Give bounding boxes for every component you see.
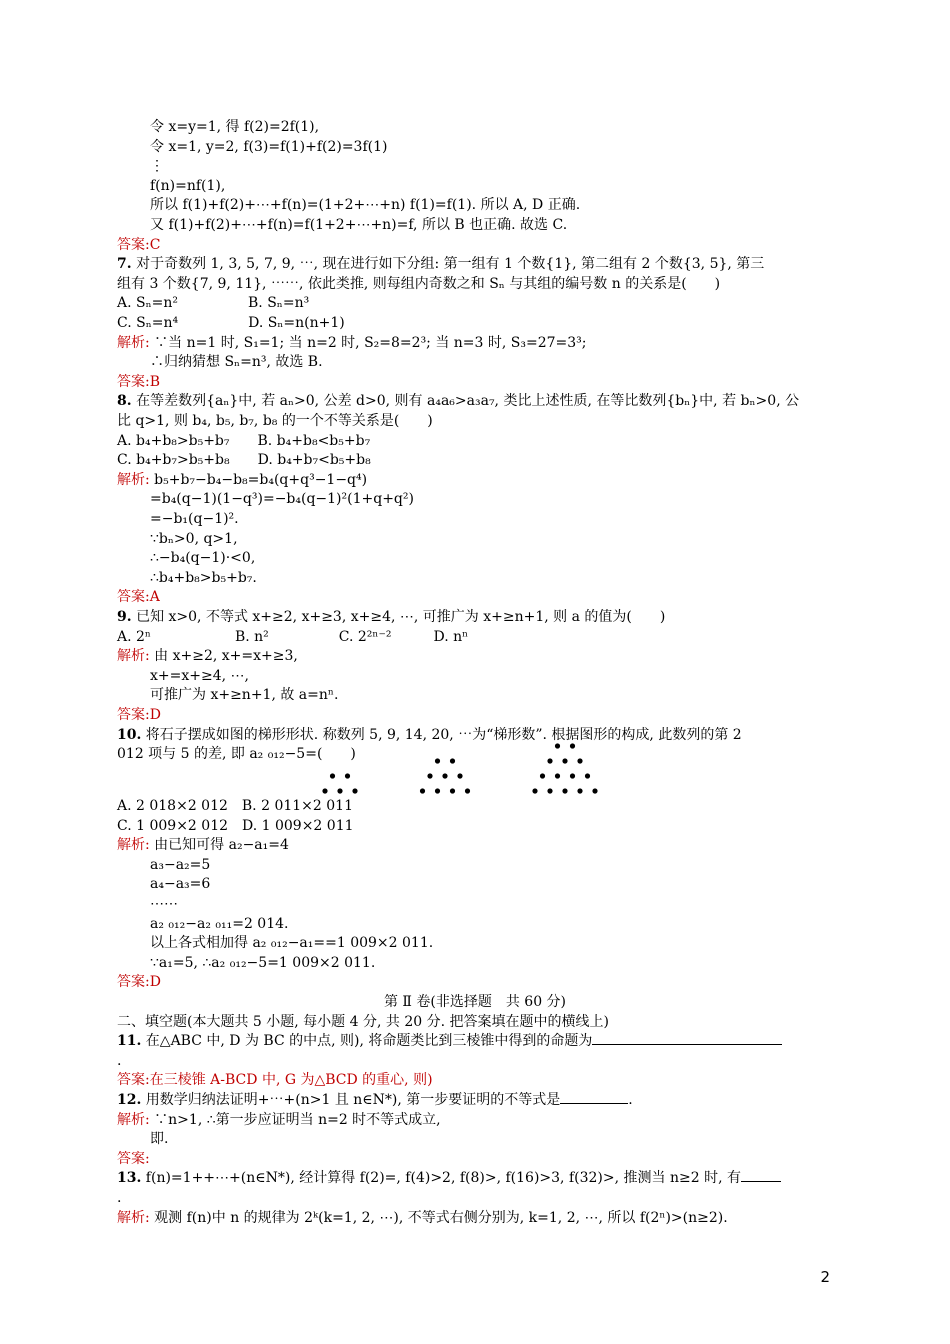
text-line: =−b₁(q−1)². (150, 511, 239, 527)
stone-dot (435, 788, 440, 793)
stone-dot (532, 788, 537, 793)
question-number: 11. (117, 1033, 142, 1050)
explanation-text: b₅+b₇−b₄−b₈=b₄(q+q³−1−q⁴) (149, 471, 368, 488)
stone-dot (465, 788, 470, 793)
page-number: 2 (820, 1268, 830, 1286)
stone-dot (450, 758, 455, 763)
explanation-text: ∵当 n=1 时, S₁=1; 当 n=2 时, S₂=8=2³; 当 n=3 时, S₃=27=3³; (149, 334, 587, 351)
text-line: 又 f(1)+f(2)+⋯+f(n)=f(1+2+⋯+n)=f, 所以 B 也正确. 故选 C. (150, 217, 568, 233)
text-line: ⋯⋯ (150, 896, 178, 912)
explanation-text: ∵n>1, ∴第一步应证明当 n=2 时不等式成立, (149, 1111, 441, 1128)
stone-dot (577, 758, 582, 763)
stone-dot (540, 773, 545, 778)
question-text: 用数学归纳法证明+⋯+(n>1 且 n∈N*), 第一步要证明的不等式是 (141, 1092, 561, 1108)
question-line (117, 255, 764, 274)
answer-line: 答案:D (117, 707, 161, 723)
explanation-line (117, 1209, 728, 1228)
text-line: 令 x=1, y=2, f(3)=f(1)+f(2)=3f(1) (150, 138, 388, 155)
stone-dot (450, 788, 455, 793)
text-line: A. b₄+b₈>b₅+b₇ B. b₄+b₈<b₅+b₇ (117, 432, 371, 449)
explanation-label: 解析: (117, 334, 150, 351)
explanation-label: 解析: (117, 1111, 150, 1128)
text-line: x+=x+≥4, ⋯, (150, 667, 249, 684)
text-line: 以上各式相加得 a₂ ₀₁₂−a₁==1 009×2 011. (150, 935, 434, 952)
section-heading: 第 Ⅱ 卷(非选择题 共 60 分) (383, 994, 567, 1010)
question-number: 8. (117, 393, 132, 410)
explanation-line (117, 836, 289, 855)
question-text: 在△ABC 中, D 为 BC 的中点, 则), 将命题类比到三棱锥中得到的命题为 (141, 1033, 593, 1050)
stone-dot (435, 758, 440, 763)
stone-dot (585, 773, 590, 778)
explanation-label: 解析: (117, 471, 150, 488)
stone-dot (547, 758, 552, 763)
text-line: 即. (150, 1131, 169, 1148)
stone-dot (577, 788, 582, 793)
question-text: 将石子摆成如图的梯形形状. 称数列 5, 9, 14, 20, ⋯为“梯形数”. 根据图形的构成, 此数列的第 2 (141, 726, 742, 743)
question-line (117, 392, 799, 411)
question-line (117, 1091, 633, 1110)
text-line: C. b₄+b₇>b₅+b₈ D. b₄+b₇<b₅+b₈ (117, 452, 371, 469)
text-line: . (117, 1190, 122, 1206)
stone-dot (345, 773, 350, 778)
text-line: A. Sₙ=n² B. Sₙ=n³ (117, 295, 310, 312)
text-line: 令 x=y=1, 得 f(2)=2f(1), (150, 119, 320, 135)
answer-blank[interactable] (592, 1032, 782, 1045)
answer-blank[interactable] (560, 1091, 628, 1104)
question-number: 13. (117, 1170, 142, 1187)
stone-dot (555, 743, 560, 748)
stone-dot (592, 788, 597, 793)
text-line: ∵bₙ>0, q>1, (150, 530, 238, 547)
question-text: f(n)=1++⋯+(n∈N*), 经计算得 f(2)=, f(4)>2, f(8)>, f(16)>3, f(32)>, 推测当 n≥2 时, 有 (141, 1170, 741, 1187)
trailing-period: . (628, 1092, 633, 1108)
answer-line: 答案:A (117, 589, 160, 606)
text-line: 组有 3 个数{7, 9, 11}, ⋯⋯, 依此类推, 则每组内奇数之和 Sₙ 与其组的编号数 n 的关系是( ) (117, 275, 721, 292)
text-line: A. 2 018×2 012 B. 2 011×2 011 (117, 798, 353, 814)
text-line: 比 q>1, 则 b₄, b₅, b₇, b₈ 的一个不等关系是( ) (117, 413, 433, 429)
stone-dot (420, 788, 425, 793)
stone-dot (547, 788, 552, 793)
stone-dot (427, 773, 432, 778)
stone-dot (352, 788, 357, 793)
text-line: A. 2ⁿ B. n² C. 2²ⁿ⁻² D. nⁿ (117, 628, 469, 645)
question-line (117, 608, 665, 627)
answer-line: 答案:B (117, 373, 161, 390)
explanation-line (117, 1111, 441, 1130)
question-number: 7. (117, 256, 132, 273)
stone-dot (442, 773, 447, 778)
answer-line: 答案:在三棱锥 A-BCD 中, G 为△BCD 的重心, 则) (117, 1072, 433, 1089)
stone-dot (570, 743, 575, 748)
stone-dot (562, 788, 567, 793)
text-line: 012 项与 5 的差, 即 a₂ ₀₁₂−5=( ) (117, 746, 356, 763)
answer-blank[interactable] (741, 1169, 781, 1182)
explanation-line (117, 471, 367, 490)
text-line: ∴b₄+b₈>b₅+b₇. (150, 569, 257, 586)
text-line: . (117, 1052, 122, 1069)
explanation-label: 解析: (117, 648, 150, 665)
text-line: ∴归纳猜想 Sₙ=n³, 故选 B. (150, 354, 323, 371)
question-number: 9. (117, 609, 132, 625)
question-line (117, 1032, 782, 1051)
stone-dot (555, 773, 560, 778)
stone-dot (457, 773, 462, 778)
text-line: a₄−a₃=6 (150, 876, 211, 893)
explanation-label: 解析: (117, 837, 150, 854)
text-line: a₂ ₀₁₂−a₂ ₀₁₁=2 014. (150, 915, 289, 932)
explanation-label: 解析: (117, 1209, 150, 1226)
question-text: 对于奇数列 1, 3, 5, 7, 9, ⋯, 现在进行如下分组: 第一组有 1 个数{1}, 第二组有 2 个数{3, 5}, 第三 (131, 256, 765, 273)
explanation-text: 观测 f(n)中 n 的规律为 2ᵏ(k=1, 2, ⋯), 不等式右侧分别为, k=1, 2, ⋯, 所以 f(2ⁿ)>(n≥2). (149, 1209, 728, 1226)
text-line: C. Sₙ=n⁴ D. Sₙ=n(n+1) (117, 315, 345, 331)
question-line (117, 1169, 781, 1188)
text-line: f(n)=nf(1), (150, 177, 226, 194)
explanation-text: 由已知可得 a₂−a₁=4 (149, 837, 289, 854)
text-line: 可推广为 x+≥n+1, 故 a=nⁿ. (150, 687, 339, 704)
question-text: 已知 x>0, 不等式 x+≥2, x+≥3, x+≥4, ⋯, 可推广为 x+≥n+1, 则 a 的值为( ) (131, 609, 666, 625)
stone-dot (330, 773, 335, 778)
text-line: ⋮ (150, 158, 164, 175)
text-line: C. 1 009×2 012 D. 1 009×2 011 (117, 817, 354, 834)
text-line: =b₄(q−1)(1−q³)=−b₄(q−1)²(1+q+q²) (150, 491, 414, 508)
answer-line: 答案:C (117, 236, 161, 253)
text-line: a₃−a₂=5 (150, 856, 211, 873)
trapezoid-stone-figure (310, 740, 630, 800)
stone-dot (322, 788, 327, 793)
stone-dot (562, 758, 567, 763)
explanation-line (117, 334, 587, 353)
text-line: ∵a₁=5, ∴a₂ ₀₁₂−5=1 009×2 011. (150, 954, 376, 971)
answer-line: 答案:D (117, 974, 161, 991)
text-line: 二、填空题(本大题共 5 小题, 每小题 4 分, 共 20 分. 把答案填在题中的横线上) (117, 1013, 609, 1030)
explanation-line (117, 647, 298, 666)
stone-dot (337, 788, 342, 793)
answer-line: 答案: (117, 1150, 150, 1167)
text-line: 所以 f(1)+f(2)+⋯+f(n)=(1+2+⋯+n) f(1)=f(1). 所以 A, D 正确. (150, 197, 581, 214)
explanation-text: 由 x+≥2, x+=x+≥3, (149, 648, 298, 665)
question-number: 12. (117, 1092, 142, 1108)
stone-dot (570, 773, 575, 778)
question-text: 在等差数列{aₙ}中, 若 aₙ>0, 公差 d>0, 则有 a₄a₆>a₃a₇, 类比上述性质, 在等比数列{bₙ}中, 若 bₙ>0, 公 (131, 393, 800, 410)
question-number: 10. (117, 726, 142, 743)
text-line: ∴−b₄(q−1)·<0, (150, 550, 256, 567)
